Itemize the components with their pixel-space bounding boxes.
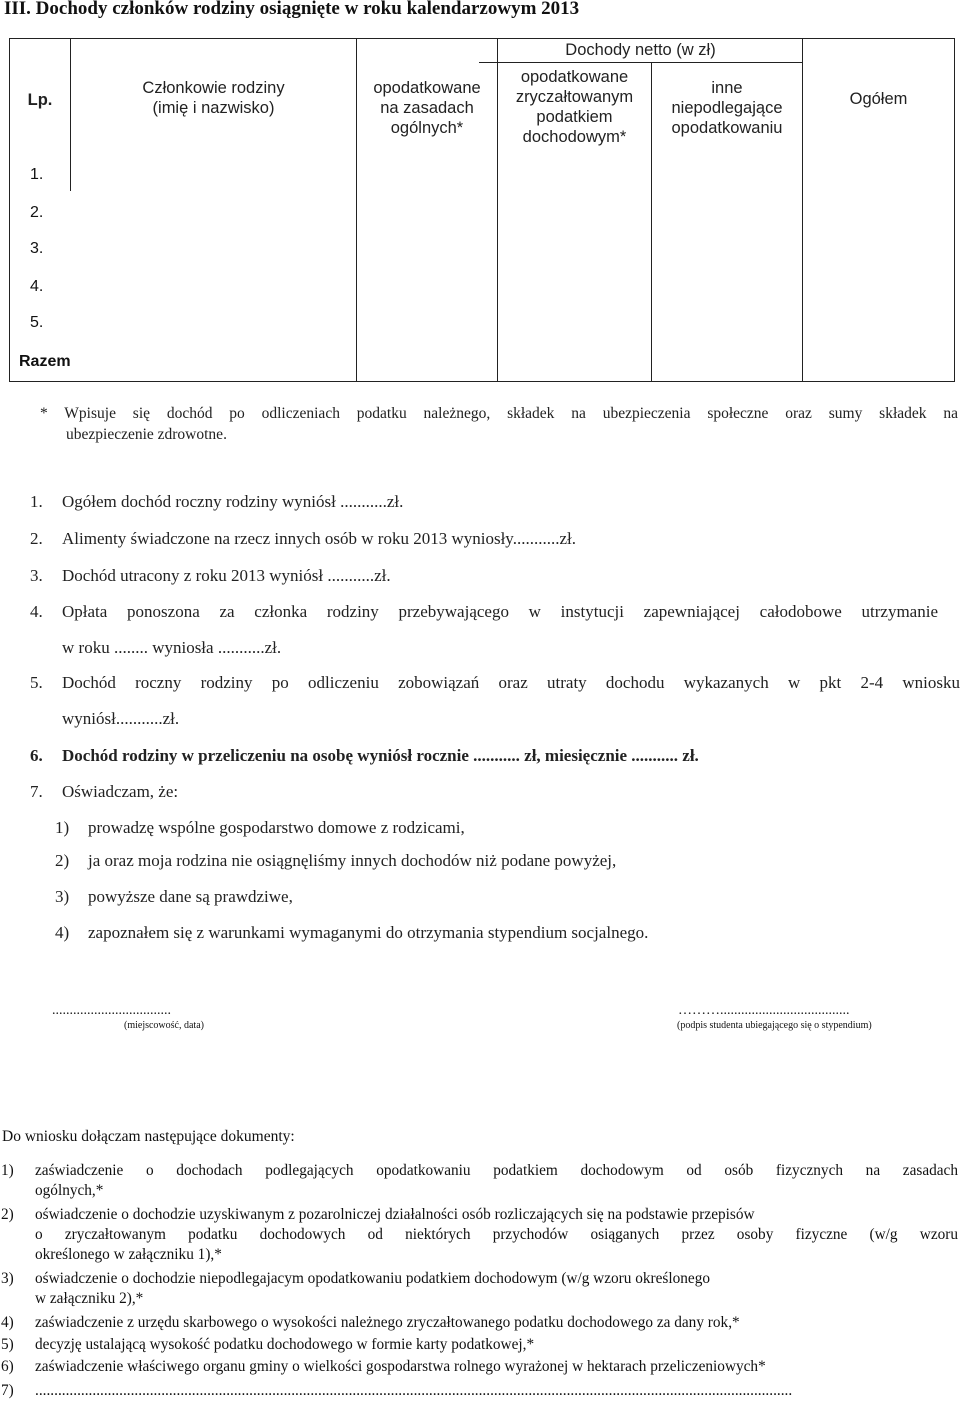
student-signature-caption: (podpis studenta ubiegającego się o stypendium) [677,1020,872,1031]
row-number-5: 5. [30,314,44,331]
row-number-4: 4. [30,278,44,295]
row-number-3: 3. [30,240,44,257]
document-item-4: 4) zaświadczenie z urzędu skarbowego o wysokości należnego zryczałtowanego podatku dochodowego za dany rok,* [1,1314,740,1331]
item-5: 5. Dochód roczny rodziny po odliczeniu zobowiązań oraz utraty dochodu wykazanych w pkt 2-4 wniosku wyniósł...........zł. [30,673,960,728]
statement-2: 2) ja oraz moja rodzina nie osiągnęliśmy innych dochodów niż podane powyżej, [55,851,617,870]
footnote: * Wpisuje się dochód po odliczeniach podatku należnego, składek na ubezpieczenia społeczne oraz sumy składek na ubezpieczenie zdrowotne. [40,405,958,443]
documents-title: Do wniosku dołączam następujące dokumenty: [2,1128,295,1145]
header-total: Ogółem [849,90,908,108]
statement-4: 4) zapoznałem się z warunkami wymaganymi do otrzymania stypendium socjalnego. [55,923,649,942]
total-row-label: Razem [19,353,71,370]
header-income-group: Dochody netto (w zł) [565,41,716,59]
document-item-5: 5) decyzję ustalającą wysokość podatku dochodowego w formie karty podatkowej,* [1,1336,535,1353]
document-item-1: 1) zaświadczenie o dochodach podlegających opodatkowaniu podatkiem dochodowym od osób fizycznych na zasadach ogólnych,* [1,1162,958,1199]
document-item-2: 2) oświadczenie o dochodzie uzyskiwanym z pozarolniczej działalności osób rozliczających się na podstawie przepisów o zryczałtowanym podatku dochodowych od niektórych przychodów osiąganych przez osoby fizyczne (w/g wzoru określonego w załączniku 1),* [1,1206,958,1263]
header-flat-taxed: opodatkowane zryczałtowanym podatkiem dochodowym* [515,68,634,146]
header-general-taxed: opodatkowane na zasadach ogólnych* [373,79,481,137]
place-date-caption: (miejscowość, data) [124,1020,204,1031]
row-number-1: 1. [30,166,44,183]
place-date-line: .................................. [52,1003,171,1018]
header-other: inne niepodlegające opodatkowaniu [671,79,783,137]
statement-3: 3) powyższe dane są prawdziwe, [55,887,293,906]
row-number-2: 2. [30,204,44,221]
statement-1: 1) prowadzę wspólne gospodarstwo domowe z rodzicami, [55,818,465,837]
document-item-6: 6) zaświadczenie właściwego organu gminy o wielkości gospodarstwa rolnego wyrażonej w hektarach przeliczeniowych* [1,1358,766,1375]
section-title: III. Dochody członków rodziny osiągnięte w roku kalendarzowym 2013 [4,0,580,19]
header-members: Członkowie rodziny (imię i nazwisko) [142,79,285,117]
student-signature-line: ………..................................... [678,1003,850,1018]
document-item-7: 7) ...................................................................................................................................................................................................... [1,1382,793,1399]
header-lp: Lp. [27,91,53,109]
income-table [9,38,955,382]
item-4: 4. Opłata ponoszona za członka rodziny przebywającego w instytucji zapewniającej całodobowe utrzymanie w roku ........ wyniosła ...........zł. [30,602,938,657]
document-item-3: 3) oświadczenie o dochodzie niepodlegajacym opodatkowaniu podatkiem dochodowym (w/g wzoru określonego w załączniku 2),* [1,1270,710,1307]
